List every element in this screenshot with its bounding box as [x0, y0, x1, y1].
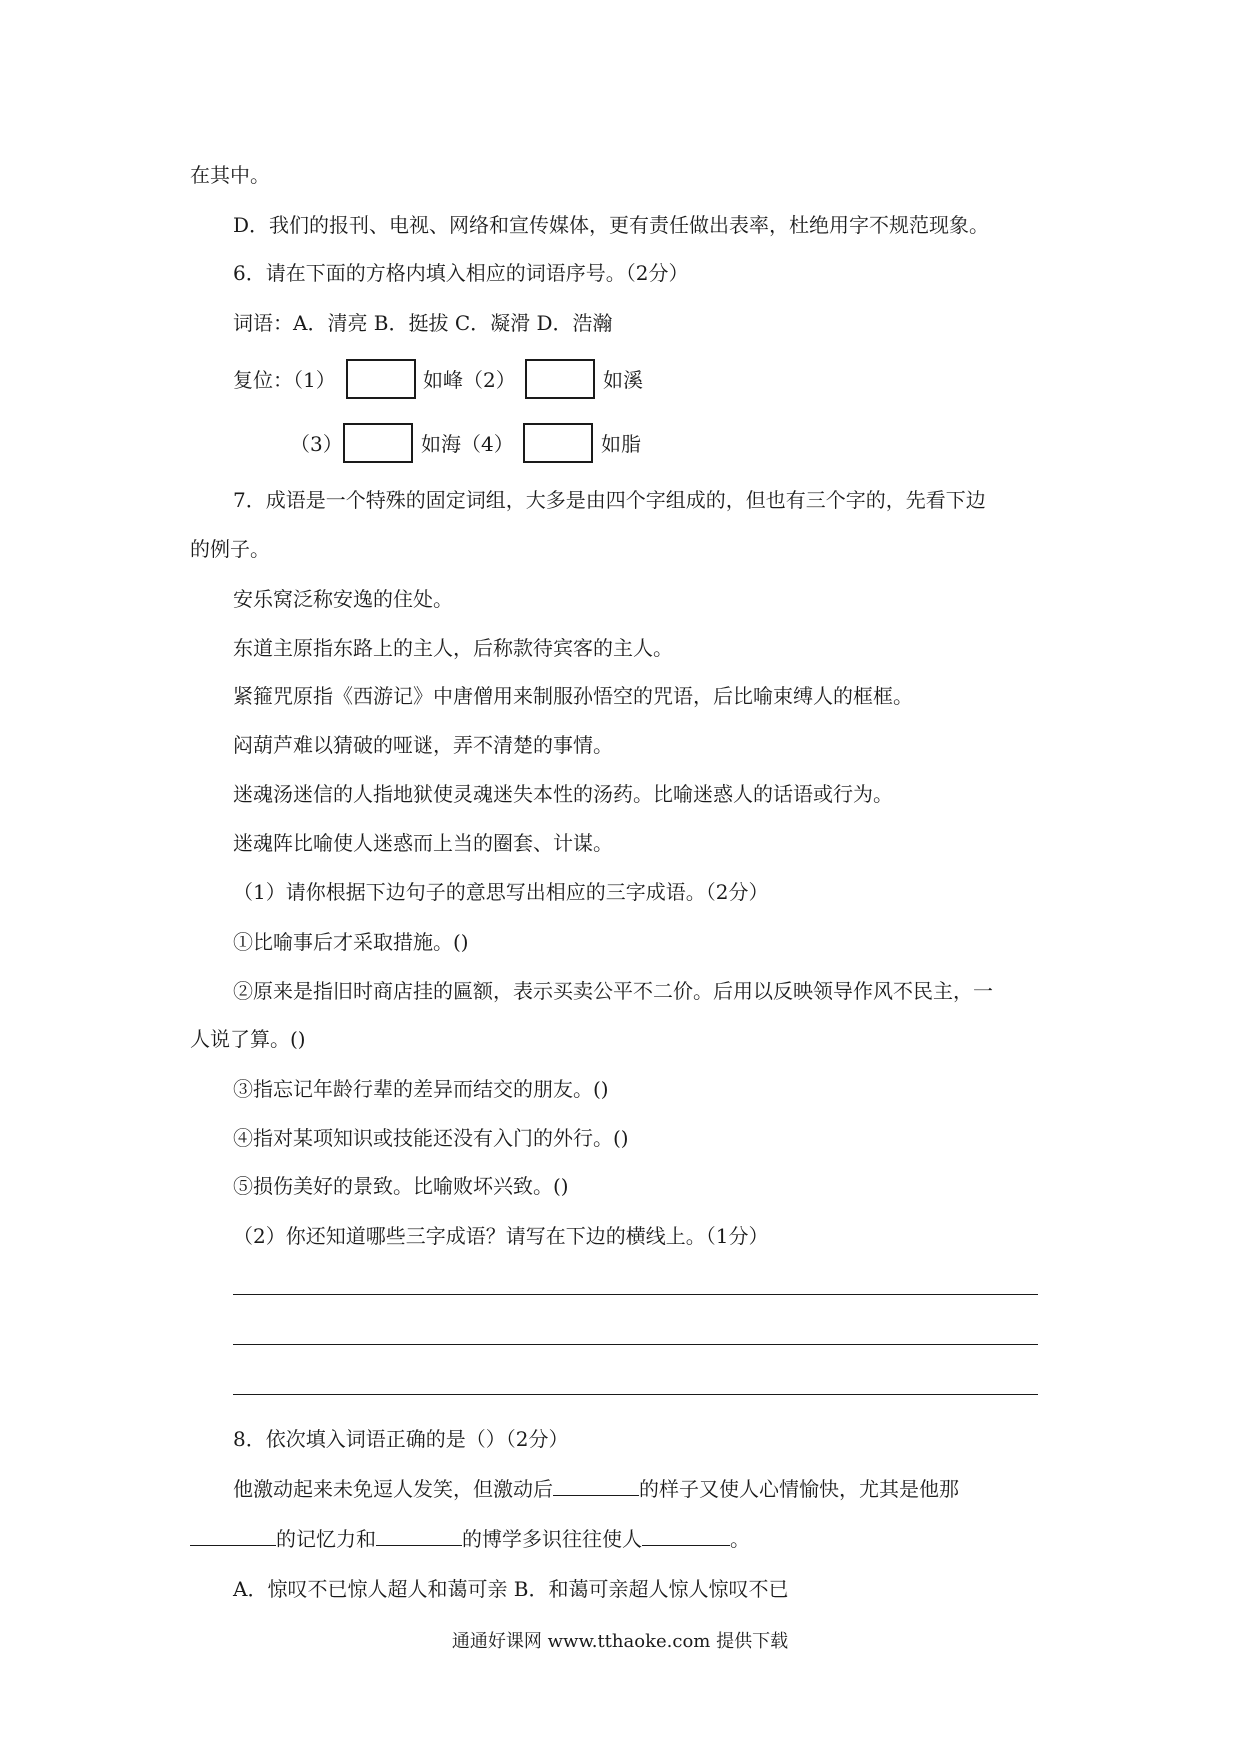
answer-box-4[interactable]: [523, 423, 593, 463]
sub-item: ⑤损伤美好的景致。比喻败坏兴致。(): [233, 1174, 569, 1198]
answer-line-3[interactable]: [233, 1394, 1038, 1395]
question-8-title: 8．依次填入词语正确的是（）（2分）: [233, 1427, 569, 1451]
fill-blank-4[interactable]: [642, 1527, 730, 1546]
example-line: 东道主原指东路上的主人，后称款待宾客的主人。: [233, 636, 673, 660]
question-7-part1: （1）请你根据下边句子的意思写出相应的三字成语。（2分）: [233, 880, 769, 904]
fill-blank-1[interactable]: [553, 1477, 639, 1496]
passage-text: 的样子又使人心情愉快，尤其是他那: [639, 1477, 959, 1501]
answer-box-2[interactable]: [525, 359, 595, 399]
text-line: D．我们的报刊、电视、网络和宣传媒体，更有责任做出表率，杜绝用字不规范现象。: [233, 213, 990, 237]
example-line: 安乐窝泛称安逸的住处。: [233, 587, 453, 611]
passage-text: 。: [730, 1527, 750, 1551]
question-6-row1-label: 复位：（1）: [233, 368, 336, 392]
answer-line-1[interactable]: [233, 1294, 1038, 1295]
example-line: 迷魂阵比喻使人迷惑而上当的圈套、计谋。: [233, 831, 613, 855]
answer-box-1[interactable]: [346, 359, 416, 399]
passage-text: 的记忆力和: [276, 1527, 376, 1551]
passage-text: 他激动起来未免逗人发笑，但激动后: [233, 1477, 553, 1501]
answer-line-2[interactable]: [233, 1344, 1038, 1345]
fill-blank-3[interactable]: [376, 1527, 462, 1546]
question-6-row2-mid: 如海（4）: [421, 432, 514, 456]
question-6-row2-label: （3）: [290, 432, 343, 456]
question-6-row1-end: 如溪: [603, 368, 643, 392]
question-8-options: A．惊叹不已惊人超人和蔼可亲 B．和蔼可亲超人惊人惊叹不已: [233, 1577, 789, 1601]
passage-text: 的博学多识往往使人: [462, 1527, 642, 1551]
question-6-row1-mid: 如峰（2）: [423, 368, 516, 392]
question-8-passage-line2: [190, 1525, 750, 1553]
question-6-words: 词语：A．清亮 B．挺拔 C．凝滑 D．浩瀚: [233, 311, 613, 335]
question-6-title: 6．请在下面的方格内填入相应的词语序号。（2分）: [233, 261, 689, 285]
text-line: 在其中。: [190, 163, 270, 187]
example-line: 紧箍咒原指《西游记》中唐僧用来制服孙悟空的咒语，后比喻束缚人的框框。: [233, 684, 913, 708]
sub-item: ③指忘记年龄行辈的差异而结交的朋友。(): [233, 1077, 609, 1101]
question-7-part2: （2）你还知道哪些三字成语？请写在下边的横线上。（1分）: [233, 1224, 769, 1248]
sub-item: ①比喻事后才采取措施。(): [233, 930, 469, 954]
fill-blank-2[interactable]: [190, 1527, 276, 1546]
sub-item: ②原来是指旧时商店挂的匾额，表示买卖公平不二价。后用以反映领导作风不民主，一: [233, 979, 993, 1003]
answer-box-3[interactable]: [343, 423, 413, 463]
question-7-title: 7．成语是一个特殊的固定词组，大多是由四个字组成的，但也有三个字的，先看下边: [233, 488, 986, 512]
question-8-passage-line1: [233, 1475, 959, 1503]
question-7-title-cont: 的例子。: [190, 537, 270, 561]
sub-item-cont: 人说了算。(): [190, 1027, 306, 1051]
example-line: 闷葫芦难以猜破的哑谜，弄不清楚的事情。: [233, 733, 613, 757]
sub-item: ④指对某项知识或技能还没有入门的外行。(): [233, 1126, 629, 1150]
question-6-row2-end: 如脂: [601, 432, 641, 456]
example-line: 迷魂汤迷信的人指地狱使灵魂迷失本性的汤药。比喻迷惑人的话语或行为。: [233, 782, 893, 806]
page-footer: 通通好课网 www.tthaoke.com 提供下载: [451, 1631, 789, 1652]
